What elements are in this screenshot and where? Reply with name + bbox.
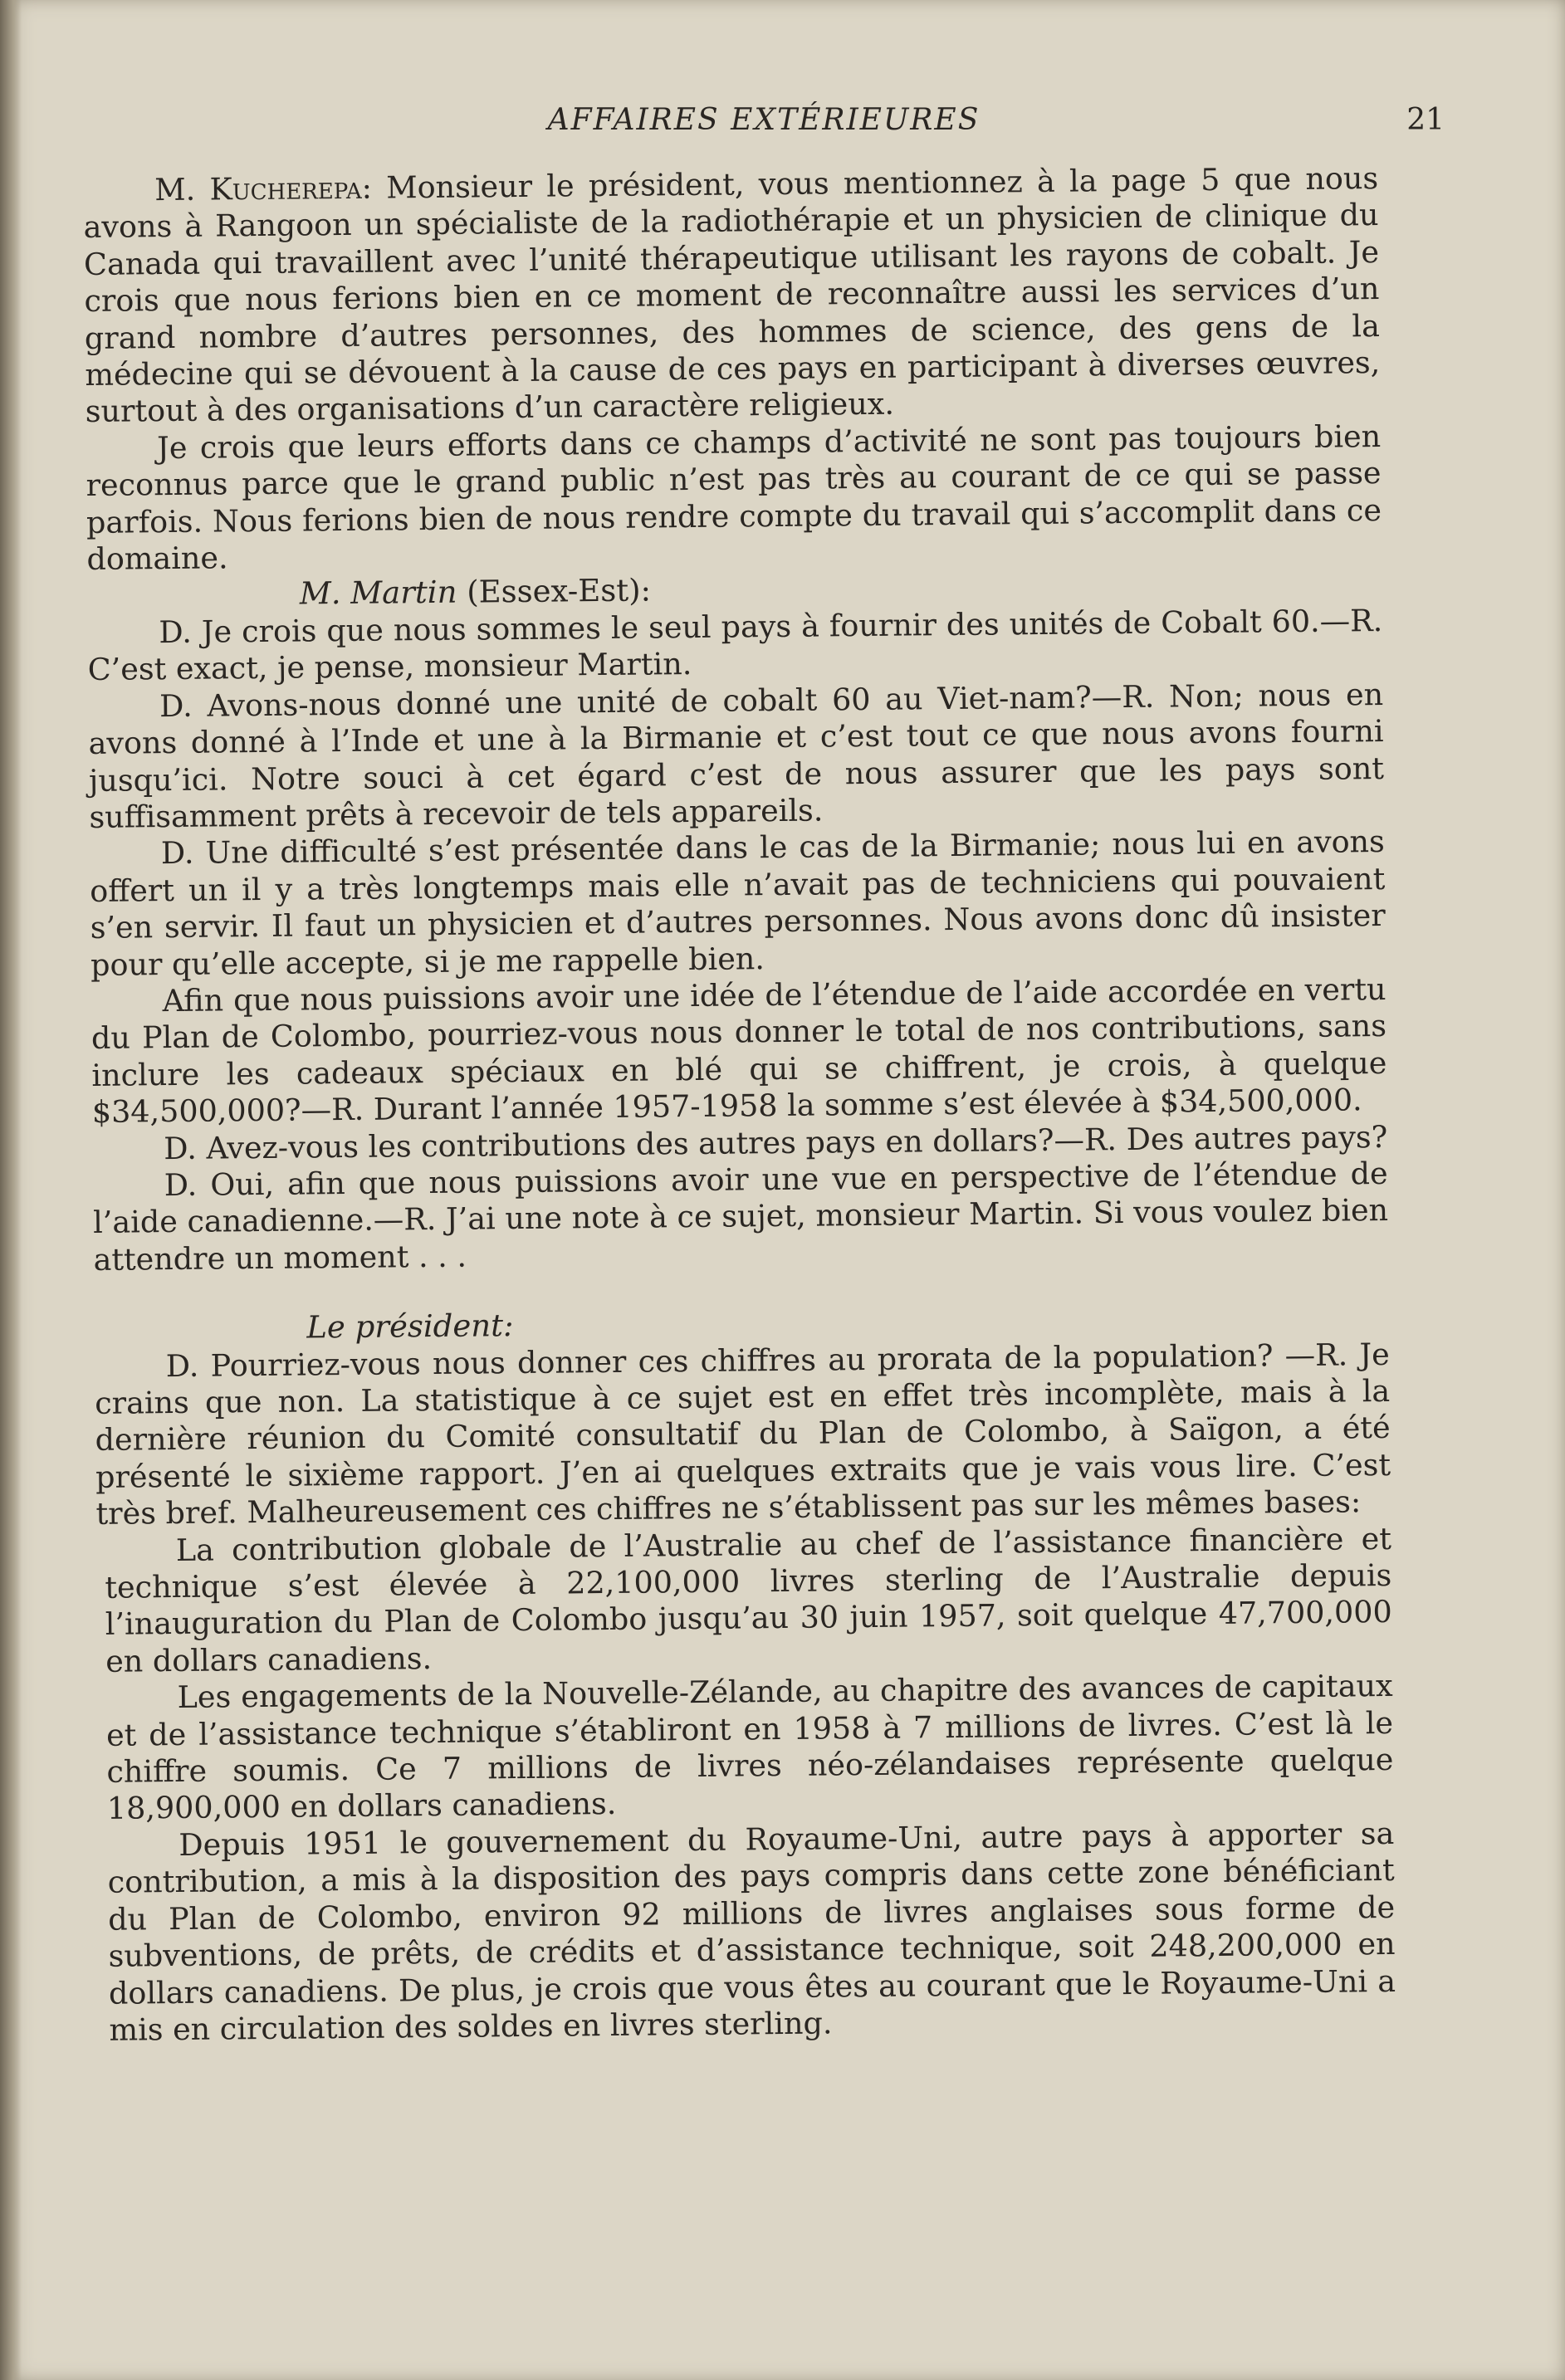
quote-new-zealand: Les engagements de la Nouvelle-Zélande, au chapitre des avances de capitaux et de l’assistance technique s’établiront en 1958 à 7 millions de livres. C’est là le chiffre soumis. Ce 7 millions de livres néo-zélandaises représente quelque 18,900,000 en dollars canadiens. <box>105 1668 1394 1827</box>
page-number: 21 <box>1406 103 1445 137</box>
speaker-heading-martin: M. Martin (Essex-Est): <box>299 572 652 612</box>
page-header <box>83 103 1445 144</box>
martin-paragraph: D. Je crois que nous sommes le seul pays à fournir des unités de Cobalt 60.—R. C’est exact, je pense, monsieur Martin. <box>87 602 1383 688</box>
quote-australia: La contribution globale de l’Australie au chef de l’assistance financière et technique s’est élevée à 22,100,000 livres sterling de l’Australie depuis l’inauguration du Plan de Colombo jusqu’au 30 juin 1957, soit quelque 47,700,000 en dollars canadiens. <box>105 1520 1392 1679</box>
quoted-extracts <box>96 1521 1396 2050</box>
kucherepa-paragraph-2: Je crois que leurs efforts dans ce champs d’activité ne sont pas toujours bien reconnus parce que le grand public n’est pas très au courant de ce qui se passe parfois. Nous ferions bien de nous rendre compte du travail qui s’accomplit dans ce domaine. <box>86 418 1382 578</box>
martin-paragraph: D. Avons-nous donné une unité de cobalt 60 au Viet-nam?—R. Non; nous en avons donné à l’Inde et une à la Birmanie et c’est tout ce que nous avons fourni jusqu’ici. Notre souci à cet égard c’est de nous assurer que les pays sont suffisamment prêts à recevoir de tels appareils. <box>88 676 1385 835</box>
martin-paragraph: D. Une difficulté s’est présentée dans le cas de la Birmanie; nous lui en avons offert un il y a très longtemps mais elle n’avait pas de techniciens qui pouvaient s’en servir. Il faut un physicien et d’autres personnes. Nous avons donc dû insister pour qu’elle accepte, si je me rappelle bien. <box>90 823 1386 983</box>
president-question: D. Pourriez-vous nous donner ces chiffres au prorata de la population? —R. Je crains que non. La statistique à ce sujet est en effet très incomplète, mais à la dernière réunion du Comité consultatif du Plan de Colombo, à Saïgon, a été présenté le sixième rapport. J’en ai quelques extraits que je vais vous lire. C’est très bref. Malheureusement ces chiffres ne s’établissent pas sur les mêmes bases: <box>95 1336 1391 1532</box>
martin-paragraph: Afin que nous puissions avoir une idée de l’étendue de l’aide accordée en vertu du Plan de Colombo, pourriez-vous nous donner le total de nos contributions, sans inclure les cadeaux spéciaux en blé qui se chiffrent, je crois, à quelque $34,500,000?—R. Durant l’année 1957-1958 la somme s’est élevée à $34,500,000. <box>90 970 1387 1131</box>
page-body <box>83 160 1396 2049</box>
martin-paragraph: D. Oui, afin que nous puissions avoir une vue en perspective de l’étendue de l’aide canadienne.—R. J’ai une note à ce sujet, monsieur Martin. Si vous voulez bien attendre un moment . . . <box>92 1155 1389 1278</box>
binding-gutter <box>0 0 22 2380</box>
running-title: AFFAIRES EXTÉRIEURES <box>547 103 981 137</box>
speaker-kucherepa: M. Kucherepa: <box>154 169 373 208</box>
speaker-heading-president: Le président: <box>306 1307 514 1346</box>
quote-united-kingdom: Depuis 1951 le gouvernement du Royaume-Uni, autre pays à apporter sa contribution, a mis à la disposition des pays compris dans cette zone bénéficiant du Plan de Colombo, environ 92 millions de livres anglaises sous forme de subventions, de prêts, de crédits et d’assistance technique, soit 248,200,000 en dollars canadiens. De plus, je crois que vous êtes au courant que le Royaume-Uni a mis en circulation des soldes en livres sterling. <box>107 1815 1396 2048</box>
kucherepa-paragraph-1: M. Kucherepa: Monsieur le président, vous mentionnez à la page 5 que nous avons à Rangoon un spécialiste de la radiothérapie et un physicien de clinique du Canada qui travaillent avec l’unité thérapeutique utilisant les rayons de cobalt. Je crois que nous ferions bien en ce moment de reconnaître aussi les services d’un grand nombre d’autres personnes, des hommes de science, des gens de la médecine qui se dévouent à la cause de ces pays en participant à diverses œuvres, surtout à des organisations d’un caractère religieux. <box>83 160 1381 430</box>
martin-paragraph: D. Avez-vous les contributions des autres pays en dollars?—R. Des autres pays? <box>164 1118 1388 1166</box>
